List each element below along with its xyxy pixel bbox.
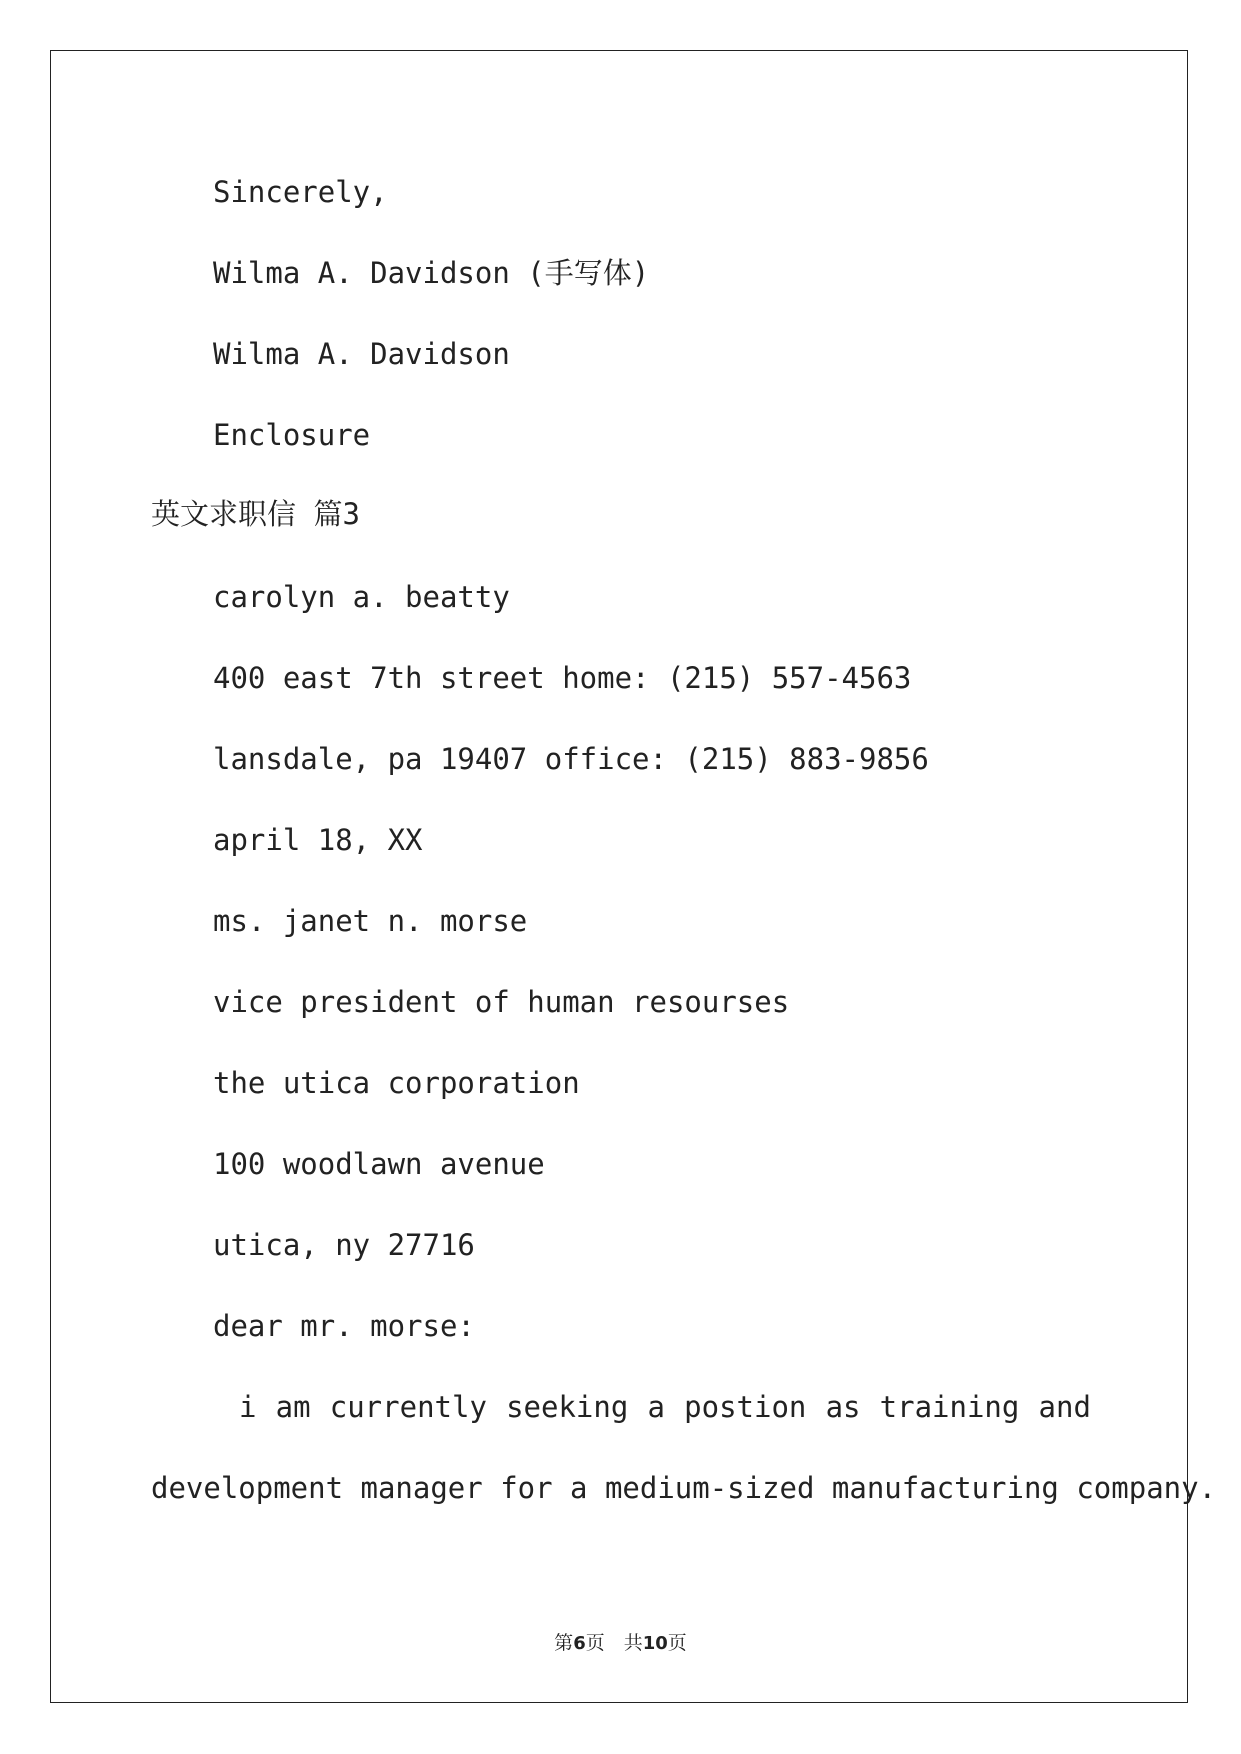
footer-mid: 页 共	[585, 1632, 643, 1654]
body-word: i	[239, 1390, 257, 1424]
recipient-title: vice president of human resourses	[213, 985, 790, 1019]
body-paragraph-line-2: development manager for a medium-sized manufacturing company.	[151, 1471, 1217, 1505]
company-name: the utica corporation	[213, 1066, 580, 1100]
street-address: 100 woodlawn avenue	[213, 1147, 545, 1181]
address-line-1: 400 east 7th street home: (215) 557-4563	[213, 661, 912, 695]
body-word: currently	[329, 1390, 487, 1424]
page-footer	[0, 1628, 1241, 1655]
letter-date: april 18, XX	[213, 823, 423, 857]
body-word: training	[879, 1390, 1020, 1424]
closing: Sincerely,	[213, 175, 388, 209]
footer-suffix: 页	[667, 1632, 687, 1654]
body-word: a	[647, 1390, 665, 1424]
body-word: seeking	[506, 1390, 629, 1424]
body-paragraph-line-1	[151, 1390, 1091, 1424]
footer-total-pages: 10	[642, 1633, 668, 1654]
enclosure-line: Enclosure	[213, 418, 371, 452]
sender-name: carolyn a. beatty	[213, 580, 510, 614]
body-word: am	[275, 1390, 311, 1424]
recipient-name: ms. janet n. morse	[213, 904, 528, 938]
footer-page-number: 6	[573, 1633, 586, 1654]
section-heading: 英文求职信 篇3	[151, 497, 360, 531]
page-frame	[50, 50, 1188, 1703]
signature-note: Wilma A. Davidson (手写体)	[213, 256, 650, 290]
footer-prefix: 第	[554, 1632, 574, 1654]
body-word: as	[825, 1390, 861, 1424]
city-state-zip: utica, ny 27716	[213, 1228, 475, 1262]
body-word: and	[1038, 1390, 1091, 1424]
address-line-2: lansdale, pa 19407 office: (215) 883-9856	[213, 742, 929, 776]
body-word: postion	[684, 1390, 807, 1424]
salutation: dear mr. morse:	[213, 1309, 475, 1343]
typed-name: Wilma A. Davidson	[213, 337, 510, 371]
